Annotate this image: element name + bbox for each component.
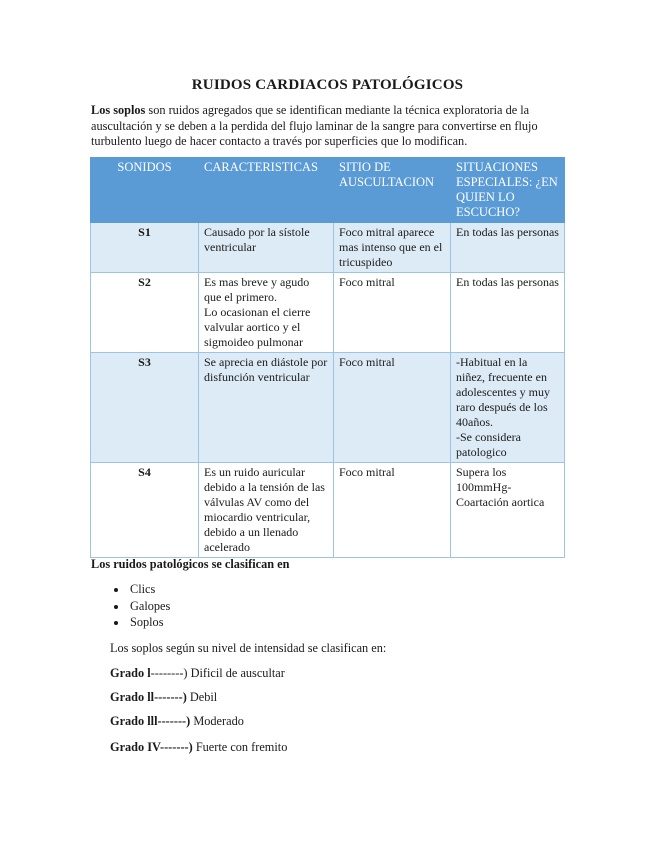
heart-sounds-table [90, 157, 565, 558]
cell-special: En todas las personas [451, 273, 565, 353]
grade-line [110, 740, 287, 755]
grade-dashes: --------) [150, 666, 188, 680]
cell-special-text: -Habitual en la niñez, frecuente en adolescentes y muy raro después de los 40años. -Se considera patologico [456, 355, 550, 459]
table-row [91, 463, 565, 558]
header-sonidos: SONIDOS [91, 158, 199, 223]
table-row [91, 273, 565, 353]
cell-site: Foco mitral [334, 353, 451, 463]
grade-label: Grado IV-------) [110, 740, 193, 754]
intensity-intro: Los soplos según su nivel de intensidad se clasifican en: [110, 641, 387, 655]
grade-label: Grado ll-------) [110, 690, 187, 704]
grade-desc: Dificil de auscultar [187, 666, 285, 680]
header-caracteristicas: CARACTERISTICAS [199, 158, 334, 223]
grade-line [110, 666, 285, 681]
intro-bold-lead: Los soplos [91, 103, 146, 117]
grade-desc: Fuerte con fremito [192, 740, 288, 754]
cell-sound: S1 [91, 223, 199, 273]
grade-line [110, 690, 217, 705]
table-header-row [91, 158, 565, 223]
cell-characteristics [199, 273, 334, 353]
classification-heading: Los ruidos patológicos se clasifican en [91, 557, 290, 571]
grade-label: Grado l [110, 666, 151, 680]
grade-label: Grado lll-------) [110, 714, 191, 728]
cell-sound: S4 [91, 463, 199, 558]
cell-characteristics: Se aprecia en diástole por disfunción ventricular [199, 353, 334, 463]
grade-desc: Moderado [190, 714, 244, 728]
cell-site: Foco mitral [334, 273, 451, 353]
grade-desc: Debil [186, 690, 218, 704]
header-situaciones: SITUACIONES ESPECIALES: ¿EN QUIEN LO ESCUCHO? [451, 158, 565, 223]
cell-characteristics-text: Es mas breve y agudo que el primero. Lo ocasionan el cierre valvular aortico y el sigmoideo pulmonar [204, 275, 311, 349]
cell-sound: S3 [91, 353, 199, 463]
cell-characteristics: Es un ruido auricular debido a la tensión de las válvulas AV como del miocardio ventricular, debido a un llenado acelerado [199, 463, 334, 558]
intro-paragraph [91, 103, 563, 150]
grade-line [110, 714, 244, 729]
list-item: • Soplos [128, 614, 170, 631]
cell-site: Foco mitral aparece mas intenso que en el tricuspideo [334, 223, 451, 273]
header-sitio: SITIO DE AUSCULTACION [334, 158, 451, 223]
list-item: • Clics [128, 581, 170, 598]
cell-special [451, 463, 565, 558]
classification-list [110, 581, 170, 631]
cell-sound: S2 [91, 273, 199, 353]
table-row [91, 353, 565, 463]
cell-special-text: Supera los 100mmHg- Coartación aortica [456, 465, 545, 509]
cell-characteristics: Causado por la sístole ventricular [199, 223, 334, 273]
cell-special [451, 353, 565, 463]
intro-text: son ruidos agregados que se identifican mediante la técnica exploratoria de la auscultación y se deben a la perdida del flujo laminar de la sangre para convertirse en flujo turbulento luego de hacer contacto a través por superficies que lo modifican. [91, 103, 538, 148]
cell-site: Foco mitral [334, 463, 451, 558]
cell-special: En todas las personas [451, 223, 565, 273]
table-row [91, 223, 565, 273]
page-title: RUIDOS CARDIACOS PATOLÓGICOS [191, 77, 464, 93]
list-item: • Galopes [128, 598, 170, 615]
